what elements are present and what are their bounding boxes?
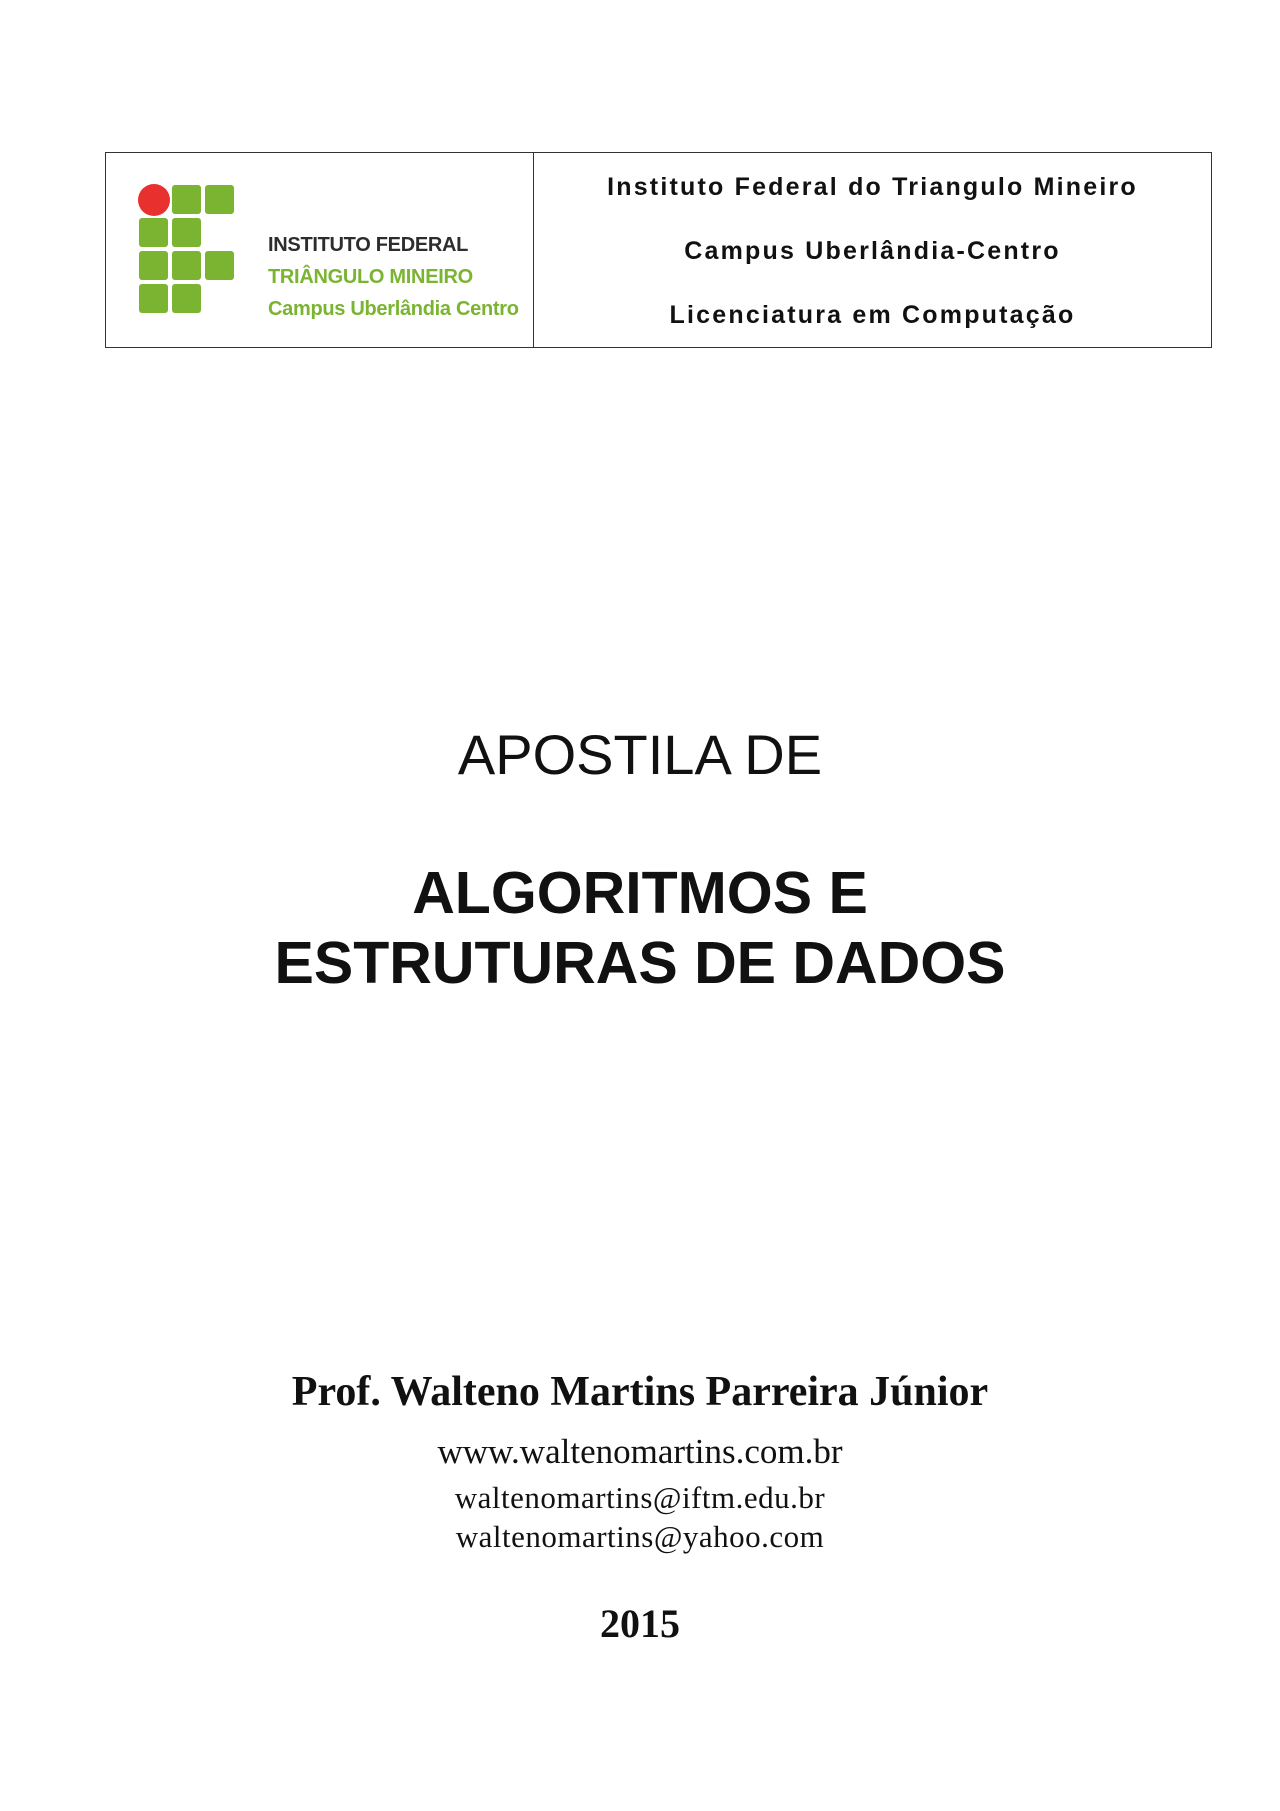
logo-cell — [106, 153, 534, 347]
logo-line-2: TRIÂNGULO MINEIRO — [268, 266, 473, 288]
title-line-2: ESTRUTURAS DE DADOS — [274, 930, 1006, 996]
author-email-1: waltenomartins@iftm.edu.br — [454, 1480, 826, 1515]
title-prefix: APOSTILA DE — [457, 723, 823, 786]
document-title — [0, 858, 1280, 998]
logo-text — [268, 229, 519, 325]
institution-info — [534, 153, 1211, 347]
campus-name: Campus Uberlândia-Centro — [684, 237, 1061, 265]
institution-name: Instituto Federal do Triangulo Mineiro — [607, 173, 1138, 201]
title-line-1: ALGORITMOS E — [412, 860, 868, 926]
logo-line-3: Campus Uberlândia Centro — [268, 298, 519, 320]
course-name: Licenciatura em Computação — [669, 301, 1076, 329]
institution-logo-icon — [139, 185, 239, 315]
author-website: www.waltenomartins.com.br — [437, 1432, 843, 1471]
author-email-2: waltenomartins@yahoo.com — [455, 1519, 825, 1554]
header-box — [105, 152, 1212, 348]
publication-year: 2015 — [600, 1601, 680, 1646]
author-name: Prof. Walteno Martins Parreira Júnior — [291, 1369, 989, 1415]
logo-line-1: INSTITUTO FEDERAL — [268, 234, 469, 256]
